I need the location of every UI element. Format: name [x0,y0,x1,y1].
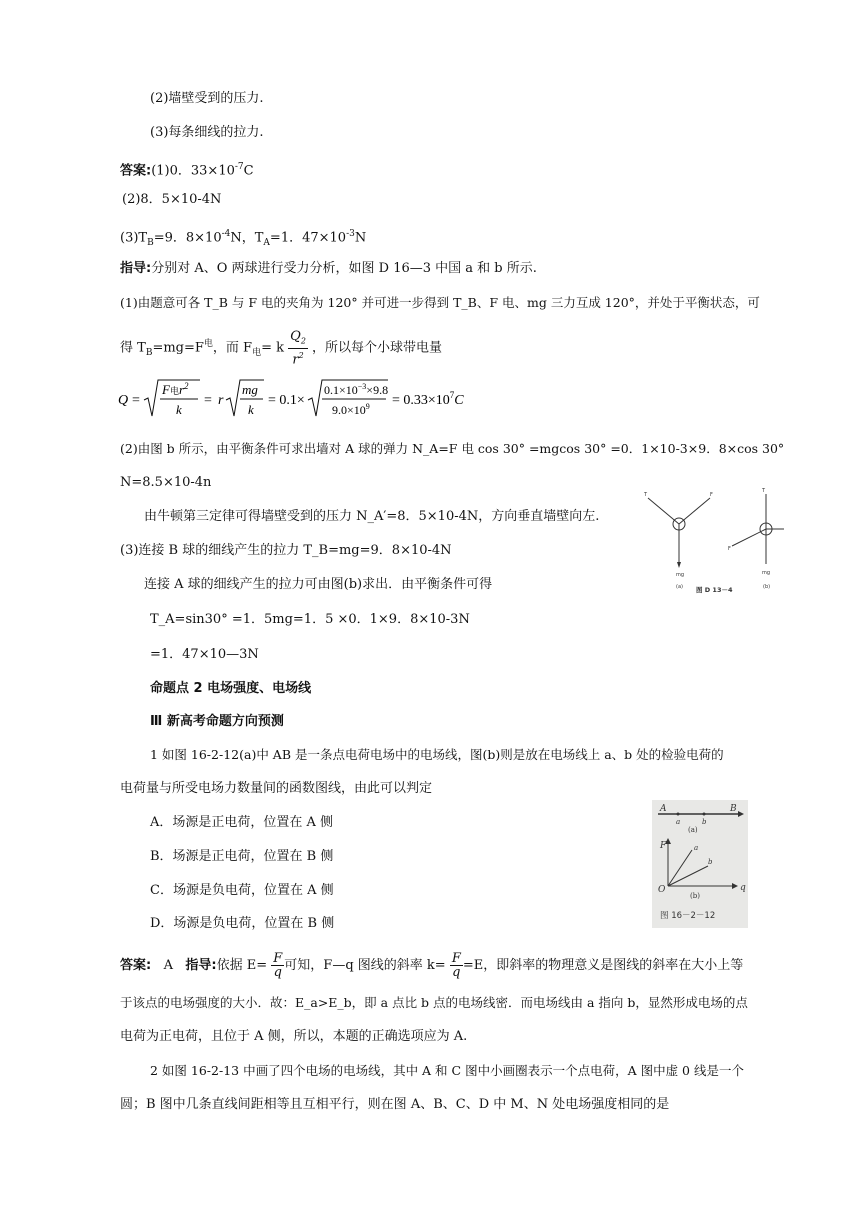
ans-q1-label: 答案: [120,958,152,973]
formula-Fe: F电$r^2$ [162,381,189,397]
option-b: B．场源是正电荷，位置在 B 侧 [150,849,334,864]
ans3-b: B [147,237,154,248]
question-1-line-1: 1 如图 16-2-12(a)中 AB 是一条点电荷电场中的电场线，图(b)则是放在电场线上 a、b 处的检验电荷的 [150,747,724,762]
answer-1 [120,158,254,180]
fraction-Q2-r2: $\frac{Q_2}{r^2}$ [290,329,306,367]
formula-num: $0.1\times 10^{-3}\times 9.8$ [324,382,389,397]
frac-r: r [292,351,299,367]
ans3-i: N [354,230,367,246]
answer-1-exp: -7 [234,162,244,172]
formula-eq2: = [204,393,212,408]
svg-text:mg: mg [676,572,685,578]
option-d: D．场源是负电荷，位置在 B 侧 [150,916,335,931]
formula-r: r [218,393,224,408]
formula-mg: mg [242,382,258,397]
fig1-label-b: (b) [763,584,771,590]
p1-e: ，所以每个小球带电量 [312,340,443,356]
p1-b: =mg=F [152,340,204,356]
paragraph-3-line-4: =1．47×10—3N [150,647,259,662]
fig2-q: q [740,883,746,893]
svg-text:mg: mg [762,570,771,576]
fig1-label-a: (a) [676,584,683,590]
ans-q1-text3: =E，即斜率的物理意义是图线的斜率在大小上等 [462,958,744,973]
paragraph-3-line-1: (3)连接 B 球的细线产生的拉力 T_B=mg=9．8×10-4N [120,543,452,558]
guide-1-text: 分别对 A、O 两球进行受力分析，如图 D 16—3 中国 a 和 b 所示. [151,261,537,276]
charge-formula [118,376,464,422]
fig2-A: A [660,804,667,814]
ans3-g: =1．47×10 [269,230,347,246]
ans3-c: =9．8×10 [153,230,222,246]
question-2-line-1: 2 如图 16-2-13 中画了四个电场的电场线，其中 A 和 C 图中小画圈表示一个点电荷，A 图中虚 0 线是一个 [150,1063,744,1078]
frac2-q: q [452,965,461,980]
fraction-F-q-2 [450,952,463,979]
frac-Q: Q [290,329,301,344]
paragraph-3-line-2: 连接 A 球的细线产生的拉力可由图(b)求出．由平衡条件可得 [144,577,493,592]
p1-c: ，而 F [212,340,253,356]
ans3-a: (3)T [120,230,148,246]
svg-text:T: T [762,488,766,494]
answer-1-text: (1)0．33×10 [151,163,235,179]
ans-q1-text1: 依据 E= [216,958,268,973]
answer-q1-line-1 [120,952,743,979]
question-2-line-2: 圆；B 图中几条直线间距相等且互相平行，则在图 A、B、C、D 中 M、N 处电场强度相同的是 [120,1097,670,1112]
p1-a: 得 T [120,340,146,356]
question-part-2: (2)墙壁受到的压力. [150,91,264,106]
frac1-F: F [273,951,283,966]
frac2-F: F [451,951,461,966]
fig2-point-b: b [708,858,713,866]
section-title: 命题点 2 电场强度、电场线 [150,681,312,696]
fig2-caption: 图 16－2－12 [660,911,716,921]
answer-q1-line-2: 于该点的电场强度的大小．故：E_a>E_b，即 a 点比 b 点的电场线密．而电场线由 a 指向 b，显然形成电场的点 [120,995,748,1010]
ans-q1-guide: 指导: [185,958,217,973]
fig2-point-a: a [694,844,699,852]
fig2-label-a: (a) [688,826,698,834]
fig2-F: F [660,841,667,851]
answer-q1-line-3: 电荷为正电荷，且位于 A 侧，所以，本题的正确选项应为 A. [120,1029,468,1044]
ans3-e: N，T [230,230,264,246]
fig2-a: a [676,818,681,826]
ans3-f: A [263,237,270,248]
figure-d13-4 [636,484,786,604]
ans-q1-choice: A [163,958,173,973]
p1-d: = k [261,340,284,356]
option-c: C．场源是负电荷，位置在 A 侧 [150,883,334,898]
ans3-d: -4 [221,229,231,239]
guide-label: 指导: [120,261,152,276]
fig2-O: O [658,885,666,895]
fraction-F-q-1 [271,952,284,979]
question-part-3: (3)每条细线的拉力. [150,125,264,140]
fig2-b: b [702,818,707,826]
paragraph-3-line-3: T_A=sin30° =1．5mg=1．5 ×0．1×9．8×10-3N [150,612,470,627]
option-a: A．场源是正电荷，位置在 A 侧 [150,815,334,830]
guide-1 [120,260,537,278]
svg-text:F: F [710,492,713,498]
paragraph-2-line-2: N=8.5×10-4n [120,475,212,490]
subsection-title: Ⅲ 新高考命题方向预测 [150,714,284,729]
answer-2: (2)8．5×10-4N [122,192,222,207]
ans-q1-text2: 可知，F—q 图线的斜率 k= [284,958,446,973]
fig1-caption: 图 D 13－4 [696,586,733,594]
question-1-line-2: 电荷量与所受电场力数量间的函数图线，由此可以判定 [120,781,433,796]
answer-label: 答案: [120,163,152,179]
fig2-label-b: (b) [690,892,700,900]
formula-den: $9.0\times 10^9$ [332,402,370,417]
figure-16-2-12 [652,800,748,928]
answer-1-unit: C [243,163,254,179]
formula-k2: k [248,402,254,417]
svg-text:F: F [728,546,731,552]
paragraph-1-line-2: 得 $T_B=mg=F^电$，而 $F_电= k$ $\frac{Q_2}{r^2}$ ，所以每个小球带电量 [120,329,443,367]
svg-text:T: T [644,492,648,498]
formula-k1: k [176,402,182,417]
fig2-B: B [730,804,737,814]
formula-eq3: = 0.1× [268,393,305,408]
formula-result: = $0.33\times 10^7C$ [392,390,464,408]
paragraph-2-line-3: 由牛顿第三定律可得墙壁受到的压力 N_A′=8．5×10-4N，方向垂直墙壁向左. [144,509,600,524]
formula-Q: Q [118,393,129,408]
paragraph-1-line-1: (1)由题意可各 T_B 与 F 电的夹角为 120° 并可进一步得到 T_B、F 电、mg 三力互成 120°，并处于平衡状态，可 [120,295,760,310]
answer-3 [120,225,366,252]
ans3-h: -3 [346,229,355,239]
paragraph-2-line-1: (2)由图 b 所示，由平衡条件可求出墙对 A 球的弹力 N_A=F 电 cos 30° =mgcos 30° =0．1×10-3×9．8×cos 30° [120,441,785,456]
frac1-q: q [273,965,282,980]
formula-eq1: = [132,393,140,408]
